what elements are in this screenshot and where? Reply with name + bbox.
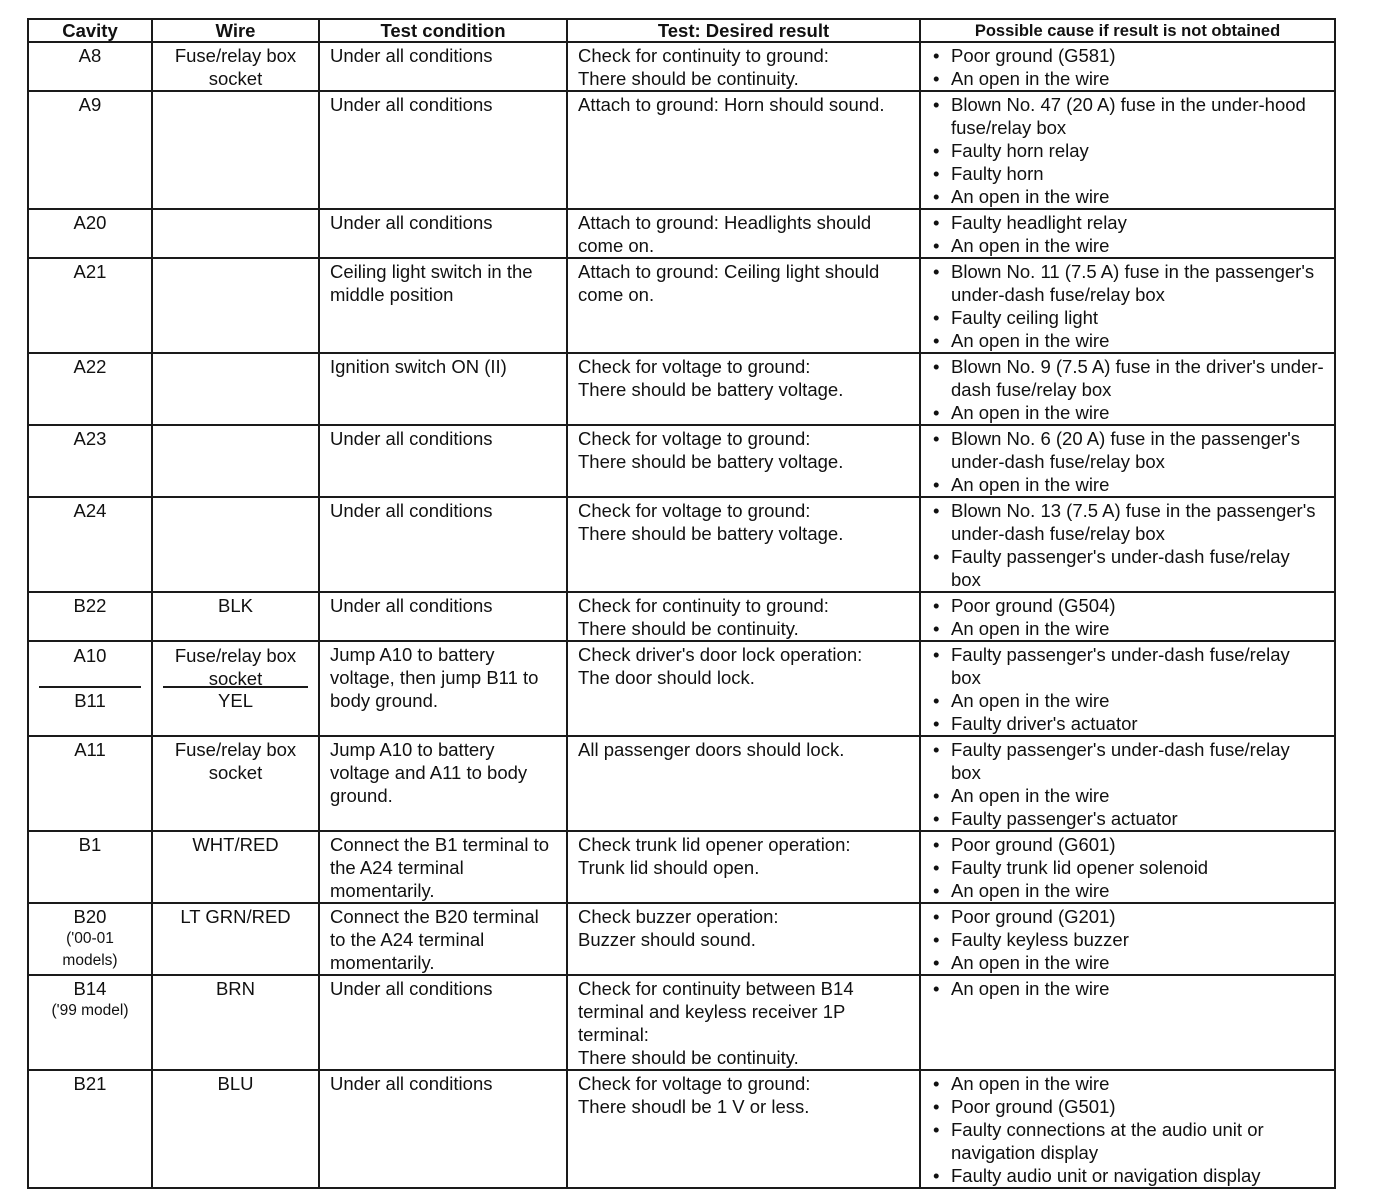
cavity-cell — [28, 903, 152, 975]
table-row — [28, 903, 1335, 975]
cause-item: • Faulty passenger's actuator — [931, 807, 1324, 830]
desired-result-cell — [567, 258, 920, 353]
test-condition-cell: Under all conditions — [319, 592, 567, 641]
cause-item: • Poor ground (G504) — [931, 594, 1324, 617]
possible-cause-cell — [920, 1070, 1335, 1188]
result-line: There should be battery voltage. — [578, 451, 844, 472]
test-condition-cell: Under all conditions — [319, 975, 567, 1070]
cause-item: • An open in the wire — [931, 401, 1324, 424]
desired-result-cell — [567, 425, 920, 497]
test-condition-cell: Under all conditions — [319, 497, 567, 592]
cause-item: • Faulty audio unit or navigation display — [931, 1164, 1324, 1187]
cause-item: • Faulty trunk lid opener solenoid — [931, 856, 1324, 879]
cause-list — [931, 499, 1324, 591]
cause-item: • An open in the wire — [931, 1072, 1324, 1095]
test-condition-cell: Under all conditions — [319, 209, 567, 258]
cause-item: • Blown No. 6 (20 A) fuse in the passenger's under-dash fuse/relay box — [931, 427, 1324, 473]
table-row — [28, 258, 1335, 353]
cause-item: • Faulty horn — [931, 162, 1324, 185]
test-condition-cell: Ignition switch ON (II) — [319, 353, 567, 425]
table-row — [28, 736, 1335, 831]
desired-result-cell — [567, 353, 920, 425]
cavity-cell — [28, 209, 152, 258]
table-row — [28, 353, 1335, 425]
wire-cell — [152, 425, 319, 497]
cavity-cell — [28, 258, 152, 353]
header-desired-result: Test: Desired result — [567, 19, 920, 42]
cause-item: • Blown No. 47 (20 A) fuse in the under-hood fuse/relay box — [931, 93, 1324, 139]
possible-cause-cell — [920, 353, 1335, 425]
result-line: There should be battery voltage. — [578, 523, 844, 544]
possible-cause-cell — [920, 592, 1335, 641]
desired-result-cell — [567, 641, 920, 736]
cause-item: • Faulty driver's actuator — [931, 712, 1324, 735]
cavity-id: B22 — [73, 595, 107, 616]
cavity-id: A11 — [74, 739, 106, 760]
wire-cell: BLU — [152, 1070, 319, 1188]
cavity-cell — [28, 425, 152, 497]
cause-list — [931, 594, 1324, 640]
table-row — [28, 209, 1335, 258]
possible-cause-cell — [920, 497, 1335, 592]
cause-list — [931, 833, 1324, 902]
cavity-id: A9 — [78, 94, 102, 115]
result-line: Check for continuity to ground: — [578, 595, 829, 616]
cavity-id: A10 — [39, 643, 141, 688]
cause-item: • An open in the wire — [931, 977, 1324, 1000]
table-row — [28, 831, 1335, 903]
cause-item: • Faulty horn relay — [931, 139, 1324, 162]
wire-cell — [152, 353, 319, 425]
result-line: Check buzzer operation: — [578, 906, 779, 927]
cavity-cell — [28, 975, 152, 1070]
troubleshooting-table — [27, 18, 1336, 1189]
cause-list — [931, 93, 1324, 208]
wire-cell — [152, 641, 319, 736]
wire-cell — [152, 258, 319, 353]
result-line: The door should lock. — [578, 667, 755, 688]
cause-list — [931, 44, 1324, 90]
cavity-id: B21 — [73, 1073, 107, 1094]
cause-item: • Poor ground (G581) — [931, 44, 1324, 67]
cause-item: • Faulty passenger's under-dash fuse/relay box — [931, 738, 1324, 784]
table-row — [28, 1070, 1335, 1188]
result-line: There should be battery voltage. — [578, 379, 844, 400]
test-condition-cell: Jump A10 to battery voltage, then jump B11 to body ground. — [319, 641, 567, 736]
cavity-cell — [28, 353, 152, 425]
wire-cell: BRN — [152, 975, 319, 1070]
desired-result-cell — [567, 91, 920, 209]
test-condition-cell: Connect the B1 terminal to the A24 terminal momentarily. — [319, 831, 567, 903]
cavity-cell — [28, 736, 152, 831]
wire-cell — [152, 209, 319, 258]
result-line: There should be continuity. — [578, 1047, 799, 1068]
cause-item: • Poor ground (G201) — [931, 905, 1324, 928]
result-line: Trunk lid should open. — [578, 857, 760, 878]
result-line: Attach to ground: Headlights should come on. — [578, 212, 877, 256]
table-row — [28, 592, 1335, 641]
result-line: Check trunk lid opener operation: — [578, 834, 851, 855]
table-body — [28, 42, 1335, 1188]
table-row — [28, 975, 1335, 1070]
result-line: There shoudl be 1 V or less. — [578, 1096, 810, 1117]
test-condition-cell: Under all conditions — [319, 91, 567, 209]
cause-list — [931, 260, 1324, 352]
cavity-id: B11 — [74, 690, 106, 711]
wire-color: Fuse/relay box socket — [163, 643, 308, 688]
cavity-cell — [28, 497, 152, 592]
possible-cause-cell — [920, 258, 1335, 353]
wire-cell — [152, 91, 319, 209]
cavity-cell — [28, 42, 152, 91]
cause-item: • An open in the wire — [931, 951, 1324, 974]
result-line: Check for voltage to ground: — [578, 428, 811, 449]
header-possible-cause: Possible cause if result is not obtained — [920, 19, 1335, 42]
desired-result-cell — [567, 903, 920, 975]
desired-result-cell — [567, 42, 920, 91]
cavity-id: A23 — [73, 428, 107, 449]
wire-cell: WHT/RED — [152, 831, 319, 903]
cause-list — [931, 1072, 1324, 1187]
result-line: Check for continuity between B14 terminal and keyless receiver 1P terminal: — [578, 978, 859, 1045]
result-line: There should be continuity. — [578, 618, 799, 639]
wire-cell: Fuse/relay box socket — [152, 42, 319, 91]
cause-item: • Faulty connections at the audio unit or navigation display — [931, 1118, 1324, 1164]
cavity-id: B14 — [73, 978, 107, 999]
cause-item: • An open in the wire — [931, 329, 1324, 352]
possible-cause-cell — [920, 42, 1335, 91]
cause-item: • An open in the wire — [931, 617, 1324, 640]
cause-item: • An open in the wire — [931, 879, 1324, 902]
cavity-cell — [28, 831, 152, 903]
desired-result-cell — [567, 736, 920, 831]
cause-item: • An open in the wire — [931, 185, 1324, 208]
cause-item: • Blown No. 13 (7.5 A) fuse in the passenger's under-dash fuse/relay box — [931, 499, 1324, 545]
cause-item: • Blown No. 9 (7.5 A) fuse in the driver's under-dash fuse/relay box — [931, 355, 1324, 401]
cause-list — [931, 905, 1324, 974]
test-condition-cell: Under all conditions — [319, 425, 567, 497]
test-condition-cell: Ceiling light switch in the middle position — [319, 258, 567, 353]
test-condition-cell: Connect the B20 terminal to the A24 terminal momentarily. — [319, 903, 567, 975]
cause-item: • Poor ground (G601) — [931, 833, 1324, 856]
table-row — [28, 91, 1335, 209]
possible-cause-cell — [920, 425, 1335, 497]
result-line: Check for voltage to ground: — [578, 1073, 811, 1094]
table-row — [28, 497, 1335, 592]
possible-cause-cell — [920, 831, 1335, 903]
result-line: Attach to ground: Horn should sound. — [578, 94, 885, 115]
cause-list — [931, 643, 1324, 735]
cause-list — [931, 738, 1324, 830]
cavity-id: B1 — [78, 834, 102, 855]
possible-cause-cell — [920, 903, 1335, 975]
header-test-condition: Test condition — [319, 19, 567, 42]
result-line: Attach to ground: Ceiling light should come on. — [578, 261, 885, 305]
possible-cause-cell — [920, 209, 1335, 258]
cause-item: • An open in the wire — [931, 689, 1324, 712]
cavity-id: A20 — [73, 212, 107, 233]
result-line: Check for voltage to ground: — [578, 500, 811, 521]
cavity-model-note: ('00-01 models) — [62, 930, 118, 969]
cause-item: • Poor ground (G501) — [931, 1095, 1324, 1118]
cause-item: • An open in the wire — [931, 67, 1324, 90]
test-condition-cell: Under all conditions — [319, 42, 567, 91]
cavity-cell — [28, 91, 152, 209]
cavity-cell — [28, 641, 152, 736]
cause-item: • An open in the wire — [931, 473, 1324, 496]
desired-result-cell — [567, 592, 920, 641]
wire-cell — [152, 497, 319, 592]
desired-result-cell — [567, 209, 920, 258]
wire-cell: Fuse/relay box socket — [152, 736, 319, 831]
result-line: All passenger doors should lock. — [578, 739, 845, 760]
wire-cell: LT GRN/RED — [152, 903, 319, 975]
desired-result-cell — [567, 497, 920, 592]
possible-cause-cell — [920, 641, 1335, 736]
test-condition-cell: Jump A10 to battery voltage and A11 to body ground. — [319, 736, 567, 831]
cause-item: • Faulty headlight relay — [931, 211, 1324, 234]
header-wire: Wire — [152, 19, 319, 42]
cause-item: • Faulty passenger's under-dash fuse/relay box — [931, 545, 1324, 591]
cause-item: • Faulty keyless buzzer — [931, 928, 1324, 951]
cavity-id: A22 — [73, 356, 107, 377]
cause-item: • Faulty passenger's under-dash fuse/relay box — [931, 643, 1324, 689]
cause-item: • An open in the wire — [931, 234, 1324, 257]
header-row — [28, 19, 1335, 42]
cavity-model-note: ('99 model) — [51, 1002, 129, 1019]
cavity-id: A21 — [73, 261, 107, 282]
test-condition-cell: Under all conditions — [319, 1070, 567, 1188]
result-line: There should be continuity. — [578, 68, 799, 89]
possible-cause-cell — [920, 975, 1335, 1070]
cause-list — [931, 355, 1324, 424]
table-row — [28, 42, 1335, 91]
cause-list — [931, 427, 1324, 496]
desired-result-cell — [567, 975, 920, 1070]
possible-cause-cell — [920, 91, 1335, 209]
cavity-cell — [28, 1070, 152, 1188]
result-line: Check driver's door lock operation: — [578, 644, 863, 665]
result-line: Buzzer should sound. — [578, 929, 756, 950]
desired-result-cell — [567, 831, 920, 903]
cause-item: • An open in the wire — [931, 784, 1324, 807]
table-row — [28, 425, 1335, 497]
cavity-id: B20 — [73, 906, 107, 927]
result-line: Check for voltage to ground: — [578, 356, 811, 377]
table-row — [28, 641, 1335, 736]
cause-item: • Blown No. 11 (7.5 A) fuse in the passenger's under-dash fuse/relay box — [931, 260, 1324, 306]
cavity-id: A8 — [78, 45, 102, 66]
header-cavity: Cavity — [28, 19, 152, 42]
cause-list — [931, 211, 1324, 257]
wire-cell: BLK — [152, 592, 319, 641]
cause-item: • Faulty ceiling light — [931, 306, 1324, 329]
wire-color: YEL — [218, 690, 253, 711]
desired-result-cell — [567, 1070, 920, 1188]
cavity-id: A24 — [73, 500, 107, 521]
cause-list — [931, 977, 1324, 1000]
possible-cause-cell — [920, 736, 1335, 831]
result-line: Check for continuity to ground: — [578, 45, 829, 66]
cavity-cell — [28, 592, 152, 641]
